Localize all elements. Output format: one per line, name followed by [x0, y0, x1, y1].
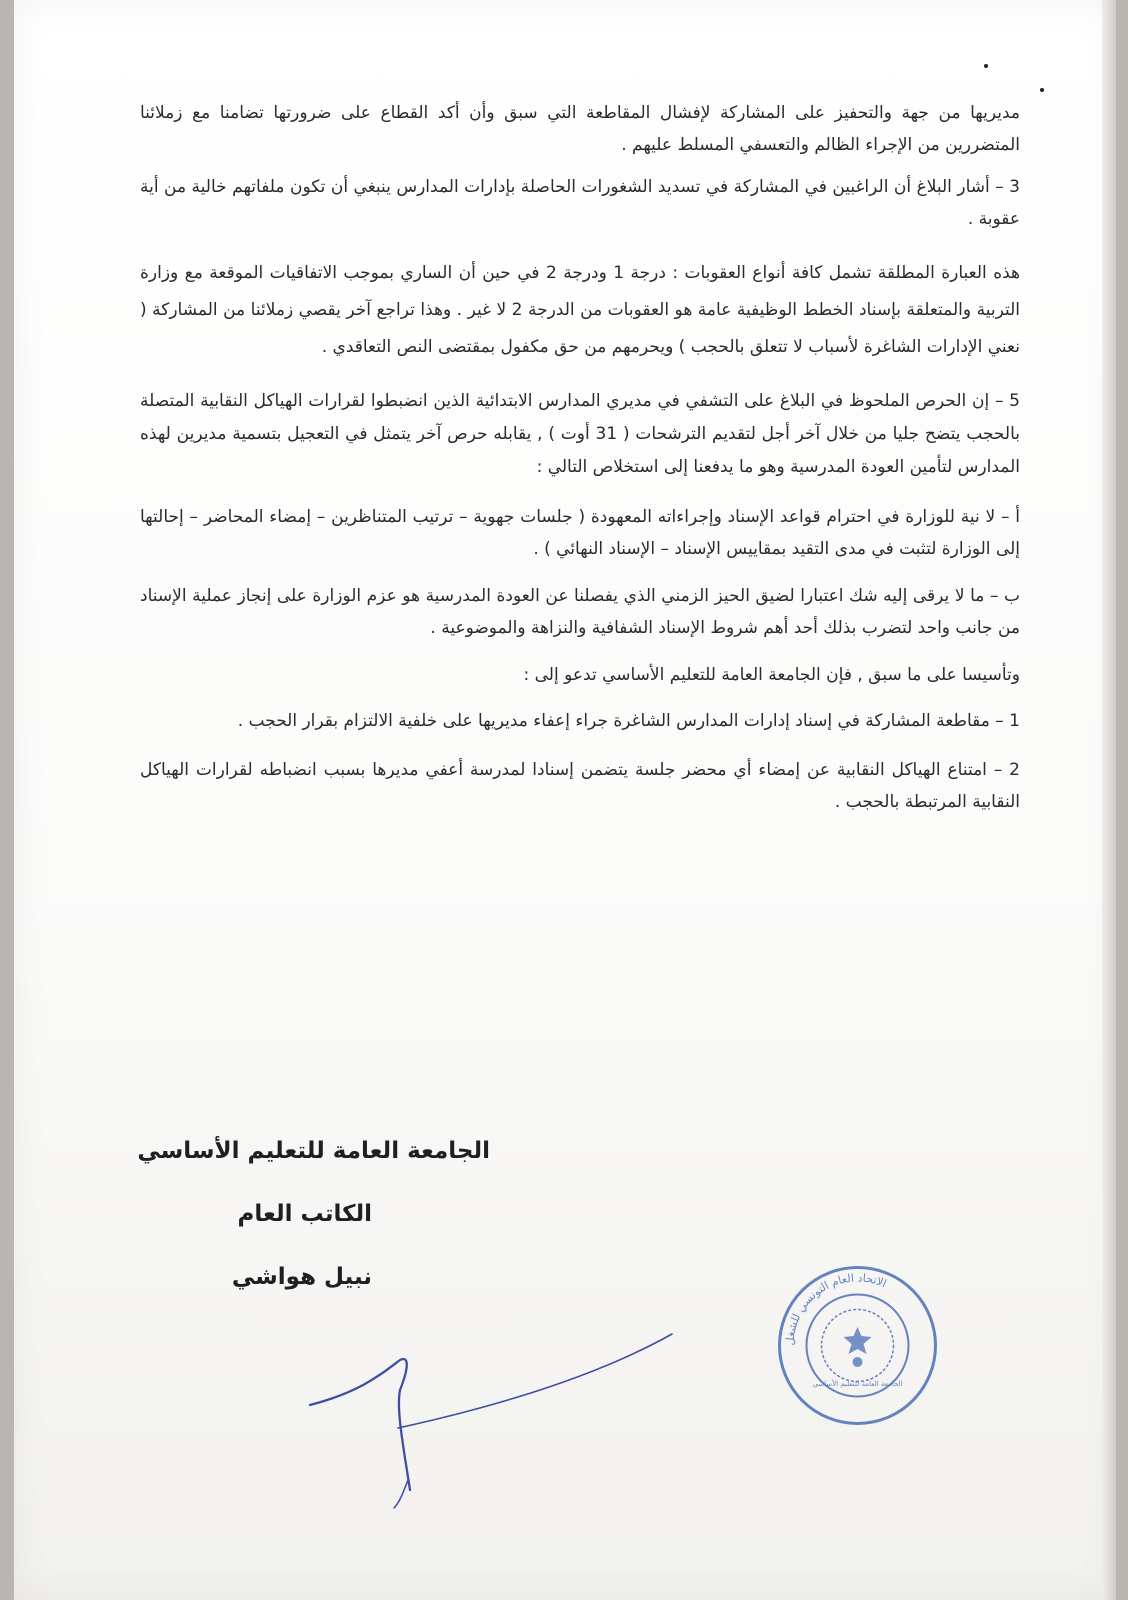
stamp-ring-text: الاتحاد العام التونسي للشغل	[783, 1271, 889, 1346]
signature-stroke-tail	[394, 1480, 408, 1508]
handwritten-signature	[300, 1330, 680, 1510]
paragraph-demand-1: 1 – مقاطعة المشاركة في إسناد إدارات المدارس الشاغرة جراء إعفاء مديريها على خلفية الالتزام بقرار الحجب .	[237, 710, 1020, 731]
paragraph-sanctions: هذه العبارة المطلقة تشمل كافة أنواع العقوبات : درجة 1 ودرجة 2 في حين أن الساري بموجب الاتفاقيات الموقعة مع وزارة التربية والمتعلقة بإسناد الخطط الوظيفية عامة هو العقوبات من الدرجة 2 لا غير . وهذا تراجع آخر يقصي زملائنا من المشاركة ( نعني الإدارات الشاغرة لأسباب لا تتعلق بالحجب ) ويحرمهم من حق مكفول بمقتضى النص التعاقدي .	[140, 263, 1020, 357]
signature-stroke-under	[398, 1334, 672, 1428]
signature-stroke-main	[310, 1359, 410, 1490]
letter-body	[140, 98, 1020, 818]
paragraph-conclusion-b: ب – ما لا يرقى إليه شك اعتبارا لضيق الحيز الزمني الذي يفصلنا عن العودة المدرسية هو عزم الوزارة على إنجاز عملية الإسناد من جانب واحد لتضرب بذلك أحد أهم شروط الإسناد الشفافية والنزاهة والموضوعية .	[140, 586, 1020, 638]
stamp-emblem-icon	[844, 1327, 872, 1367]
paragraph-demand-2: 2 – امتناع الهياكل النقابية عن إمضاء أي محضر جلسة يتضمن إسنادا لمدرسة أعفي مديرها بسبب انضباطه لقرارات الهياكل النقابية المرتبطة بالحجب .	[140, 760, 1020, 812]
paragraph-point-3: 3 – أشار البلاغ أن الراغبين في المشاركة في تسديد الشغورات الحاصلة بإدارات المدارس ينبغي أن تكون ملفاتهم خالية من أية عقوبة .	[140, 177, 1020, 229]
stamp-inner-text: الجامعة العامة للتعليم الأساسي	[812, 1380, 903, 1388]
signatory-organization: الجامعة العامة للتعليم الأساسي	[137, 1138, 490, 1164]
paragraph-call-intro: وتأسيسا على ما سبق , فإن الجامعة العامة للتعليم الأساسي تدعو إلى :	[523, 665, 1020, 685]
paragraph-point-5: 5 – إن الحرص الملحوظ في البلاغ على التشفي في مديري المدارس الابتدائية الذين انضبطوا لقرارات الهياكل النقابية المتصلة بالحجب يتضح جليا من خلال آخر أجل لتقديم الترشحات ( 31 أوت ) , يقابله حرص آخر يتمثل في التعجيل بتسمية مديرين لهذه المدارس لتأمين العودة المدرسية وهو ما يدفعنا إلى استخلاص التالي :	[140, 391, 1020, 477]
signatory-title: الكاتب العام	[237, 1201, 372, 1227]
signatory-name: نبيل هواشي	[231, 1264, 372, 1290]
paragraph-solidarity: مديريها من جهة والتحفيز على المشاركة لإفشال المقاطعة التي سبق وأن أكد القطاع على ضرورتها تضامنا مع زملائنا المتضررين من الإجراء الظالم والتعسفي المسلط عليهم .	[140, 103, 1020, 155]
paragraph-conclusion-a: أ – لا نية للوزارة في احترام قواعد الإسناد وإجراءاته المعهودة ( جلسات جهوية – ترتيب المتناظرين – إمضاء المحاضر – إحالتها إلى الوزارة لتثبت في مدى التقيد بمقاييس الإسناد – الإسناد النهائي ) .	[140, 507, 1020, 559]
official-stamp	[775, 1263, 940, 1428]
stray-mark	[1040, 88, 1044, 92]
stray-mark	[984, 64, 988, 68]
page-edge-shadow	[1102, 0, 1116, 1600]
